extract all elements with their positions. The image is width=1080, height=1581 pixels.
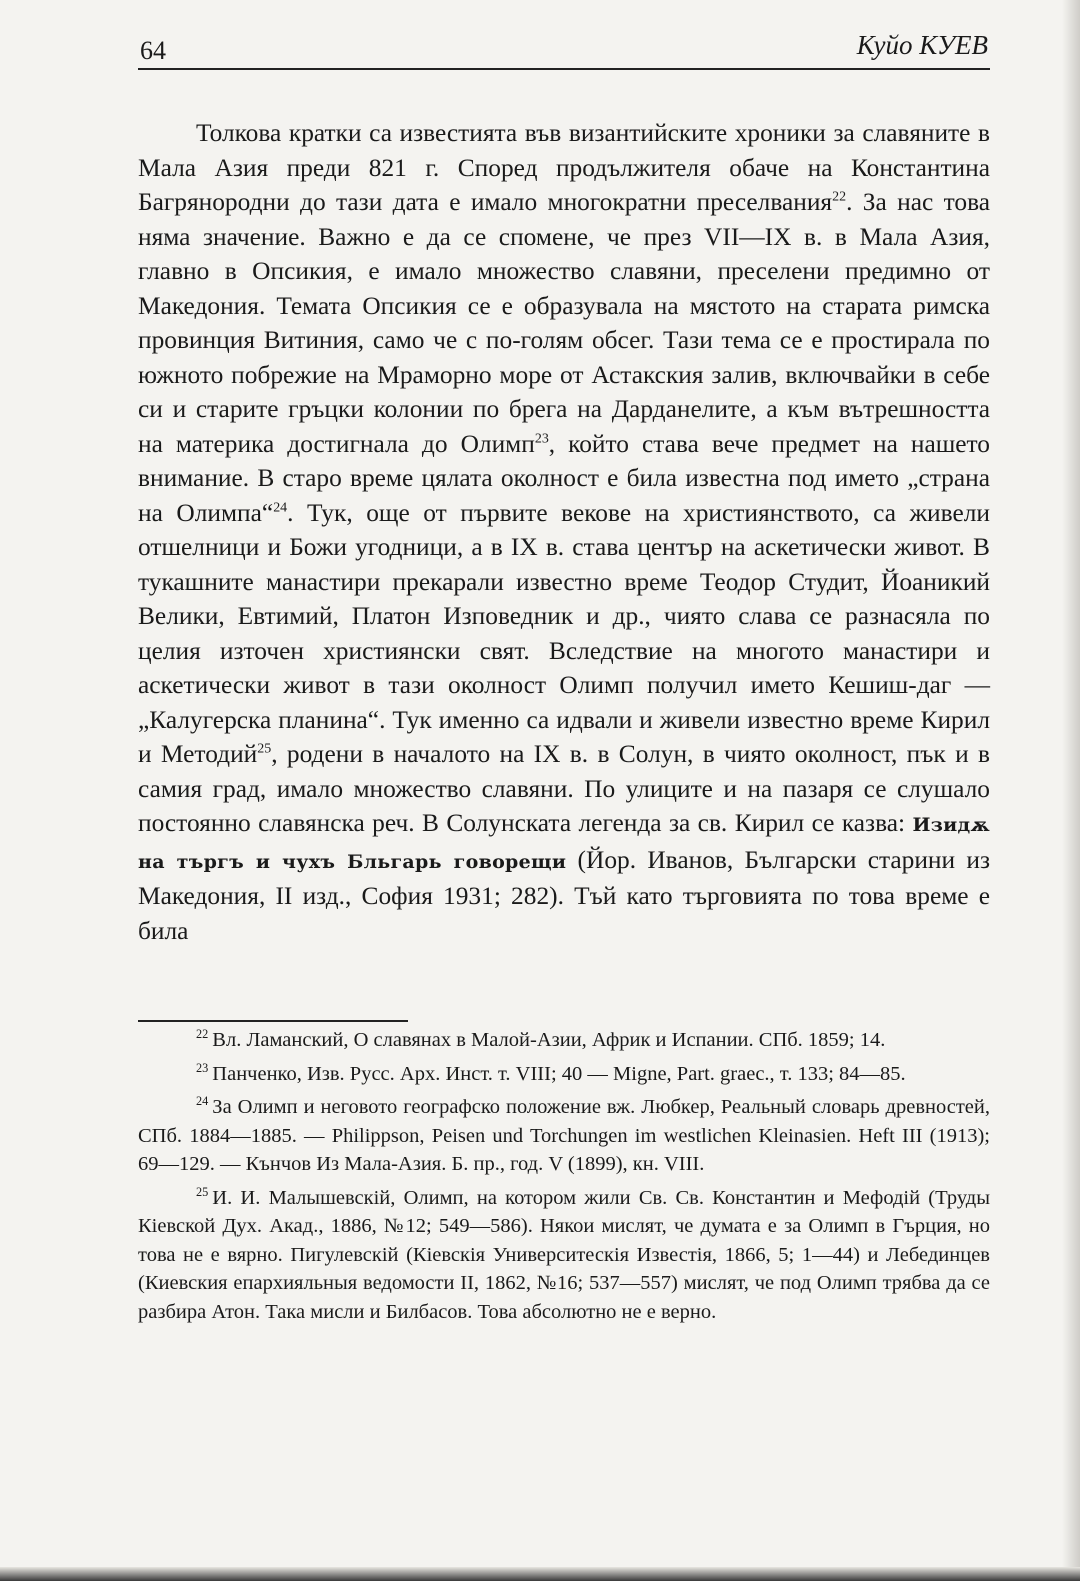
footnote-number: 25 [196, 1184, 209, 1199]
footnote-23 [138, 1060, 990, 1089]
text-segment: , който става вече предмет на нашето внимание. В старо време цялата околност е била известна под името „страна на Олимпа“ [138, 429, 991, 527]
footnote-text: Панченко, Изв. Русс. Арх. Инст. т. VIII; 40 — Migne, Part. graec., т. 133; 84—85. [212, 1062, 906, 1085]
text-segment: . Тук, още от първите векове на християнството, са живели отшелници и Божи угодници, а в IX в. става център на аскетически живот. В тукашните манастири прекарали известно време Теодор Студит, Йоаникий Велики, Евтимий, Платон Изповедник и др., чиято слава се разнасяла по целия източен християнски свят. Вследствие на многото манастири и аскетически живот в тази околност Олимп получил името Кешиш-даг — „Калугерска планина“. Тук именно са идвали и живели известно време Кирил и Методий [138, 498, 990, 768]
running-head-author: Куйо КУЕВ [856, 30, 988, 60]
footnote-separator [138, 1020, 408, 1022]
main-paragraph [138, 116, 990, 948]
footnote-22 [138, 1026, 990, 1055]
page-number: 64 [140, 36, 166, 65]
text-segment: , родени в началото на IX в. в Солун, в чиято околност, пък и в самия град, имало множество славяни. По улиците и на пазаря се слушало постоянно славянска реч. В Солунската легенда за св. Кирил се казва: [138, 740, 990, 837]
page-gutter-shadow [1062, 0, 1080, 1581]
footnote-ref-22[interactable]: 22 [832, 189, 847, 205]
footnote-24 [138, 1093, 990, 1179]
page-header [138, 28, 990, 70]
old-church-slavonic-quote: Изидѫ на търгъ и чухъ Бльгарь говорещи [138, 814, 990, 873]
footnote-ref-24[interactable]: 24 [273, 500, 288, 516]
footnote-text: Вл. Ламанский, О славянах в Малой-Азии, Африк и Испании. СПб. 1859; 14. [212, 1029, 886, 1051]
footnote-ref-23[interactable]: 23 [534, 431, 549, 447]
footnote-number: 22 [196, 1027, 209, 1042]
main-text [138, 116, 990, 948]
footnote-number: 24 [196, 1094, 209, 1109]
footnote-ref-25[interactable]: 25 [257, 741, 272, 757]
text-segment: (Йор. Иванов, Български старини из Македония, II изд., София 1931; 282). Тъй като търговията по това време е била [138, 845, 990, 945]
text-segment: Толкова кратки са известията във византийските хроники за славяните в Мала Азия преди 821 г. Според продължителя обаче на Константина Багрянородни до тази дата е имало многократни преселвания [138, 119, 990, 216]
footnote-text: За Олимп и неговото географско положение вж. Любкер, Реальный словарь древностей, СПб. 1884—1885. — Philippson, Peisen und Torchungen im westlichen Kleinasien. Heft III (1913); 69—129. — Кънчов Из Мала-Азия. Б. пр., год. V (1899), кн. VIII. [138, 1096, 990, 1175]
scan-edge [0, 1567, 1080, 1581]
footnote-number: 23 [196, 1060, 209, 1075]
text-segment: . За нас това няма значение. Важно е да се спомене, че през VII—IX в. в Мала Азия, главно в Опсикия, е имало множество славяни, преселени предимно от Македония. Темата Опсикия се е образувала на мястото на старата римска провинция Витиния, само че с по-голям обсег. Тази тема се е простирала по южното побрежие на Мраморно море от Астакския залив, включвайки в себе си и старите гръцки колонии по брега на Дарданелите, а към вътрешността на материка достигнала до Олимп [138, 188, 991, 458]
footnote-25 [138, 1184, 990, 1327]
footnotes [138, 1026, 990, 1331]
footnote-text: И. И. Малышевскій, Олимп, на котором жили Св. Св. Константин и Мефодій (Труды Кіевской Дух. Акад., 1886, №12; 549—586). Някои мислят, че думата е за Олимп в Гърция, но това не е вярно. Пигулевскій (Кіевскія Университескія Известія, 1866, 5; 1—44) и Лебединцев (Киевския епархияльныя ведомости II, 1862, №16; 537—557) мислят, че под Олимп трябва да се разбира Атон. Така мисли и Билбасов. Това абсолютно не е верно. [138, 1186, 990, 1323]
